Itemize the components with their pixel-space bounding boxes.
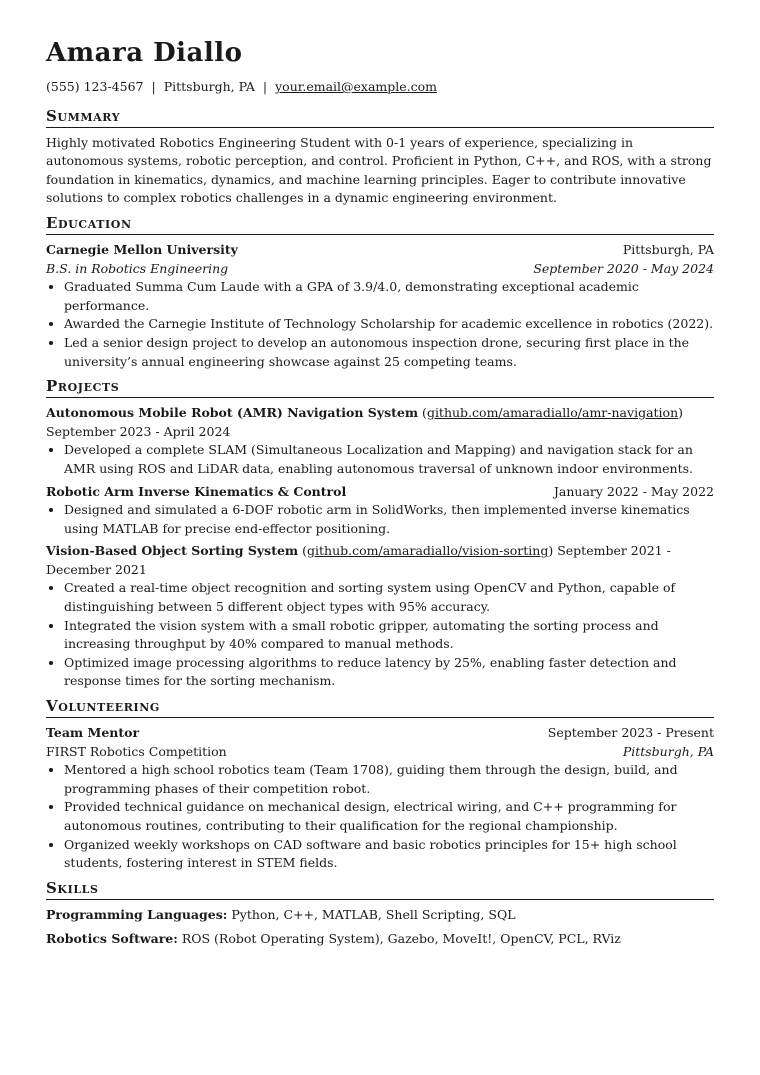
- project-link[interactable]: github.com/amaradiallo/amr-navigation: [426, 405, 679, 421]
- list-item: • Optimized image processing algorithms to reduce latency by 25%, enabling faster detection and response times for the sorting mechanism.: [64, 654, 714, 691]
- skill-value: Python, C++, MATLAB, Shell Scripting, SQL: [231, 906, 516, 922]
- list-item: • Awarded the Carnegie Institute of Technology Scholarship for academic excellence in robotics (2022).: [64, 315, 714, 334]
- contact-separator: |: [151, 79, 156, 94]
- list-item: • Organized weekly workshops on CAD software and basic robotics principles for 15+ high school students, fostering interest in STEM fields.: [64, 836, 714, 873]
- school-name: Carnegie Mellon University: [46, 241, 238, 257]
- project-dates: January 2022 - May 2022: [553, 483, 714, 499]
- skill-value: ROS (Robot Operating System), Gazebo, MoveIt!, OpenCV, PCL, RViz: [181, 931, 621, 947]
- project-bullets: [46, 579, 714, 691]
- volunteering-org-row: [46, 743, 714, 762]
- volunteer-org: FIRST Robotics Competition: [46, 743, 227, 759]
- candidate-name: Amara Diallo: [46, 38, 243, 68]
- project-name: Vision-Based Object Sorting System: [46, 543, 299, 559]
- contact-separator: |: [262, 79, 268, 94]
- project-entry: [46, 542, 714, 691]
- project-bullets: [46, 501, 714, 538]
- list-item: • Mentored a high school robotics team (Team 1708), guiding them through the design, build, and programming phases of their competition robot.: [64, 761, 714, 798]
- email-link[interactable]: your.email@example.com: [275, 79, 438, 94]
- contact-line: [46, 78, 714, 97]
- degree-row: [46, 260, 714, 279]
- skills-heading: Skills: [46, 879, 714, 900]
- volunteering-heading: Volunteering: [46, 697, 714, 718]
- list-item: • Designed and simulated a 6-DOF robotic arm in SolidWorks, then implemented inverse kinematics using MATLAB for precise end-effector positioning.: [64, 501, 714, 538]
- projects-heading: Projects: [46, 377, 714, 398]
- list-item: • Integrated the vision system with a small robotic gripper, automating the sorting process and increasing throughput by 40% compared to manual methods.: [64, 617, 714, 654]
- project-link[interactable]: github.com/amaradiallo/vision-sorting: [307, 543, 549, 559]
- summary-heading: Summary: [46, 107, 714, 128]
- education-bullets: [46, 278, 714, 371]
- volunteering-row: [46, 724, 714, 743]
- project-title-line: Autonomous Mobile Robot (AMR) Navigation System (github.com/amaradiallo/amr-navigation): [46, 405, 684, 421]
- volunteer-location: Pittsburgh, PA: [622, 743, 714, 759]
- degree: B.S. in Robotics Engineering: [46, 260, 229, 276]
- volunteer-dates: September 2023 - Present: [547, 725, 714, 741]
- project-dates: September 2023 - April 2024: [46, 423, 231, 439]
- volunteer-role: Team Mentor: [46, 725, 140, 741]
- education-dates: September 2020 - May 2024: [533, 260, 714, 276]
- location: Pittsburgh, PA: [163, 79, 255, 94]
- skill-line: [46, 930, 714, 949]
- list-item: • Provided technical guidance on mechanical design, electrical wiring, and C++ programming for autonomous routines, contributing to their qualification for the regional championship.: [64, 798, 714, 835]
- project-entry: [46, 483, 714, 539]
- volunteering-bullets: [46, 761, 714, 873]
- skill-line: [46, 906, 714, 925]
- project-title-line: [46, 483, 714, 502]
- education-heading: Education: [46, 214, 714, 235]
- phone: (555) 123-4567: [46, 79, 144, 94]
- skill-label: Programming Languages:: [46, 906, 228, 922]
- volunteering-entry: [46, 724, 714, 873]
- list-item: • Created a real-time object recognition and sorting system using OpenCV and Python, capable of distinguishing between 5 different object types with 95% accuracy.: [64, 579, 714, 616]
- education-row: [46, 241, 714, 260]
- project-name: Autonomous Mobile Robot (AMR) Navigation System: [46, 405, 419, 421]
- project-title-line: Vision-Based Object Sorting System (github.com/amaradiallo/vision-sorting) September 2021 - December 2021: [46, 543, 671, 577]
- school-location: Pittsburgh, PA: [622, 241, 714, 257]
- skill-label: Robotics Software:: [46, 931, 178, 947]
- list-item: • Led a senior design project to develop an autonomous inspection drone, securing first place in the university’s annual engineering showcase against 25 competing teams.: [64, 334, 714, 371]
- list-item: • Graduated Summa Cum Laude with a GPA of 3.9/4.0, demonstrating exceptional academic performance.: [64, 278, 714, 315]
- project-entry: [46, 404, 714, 478]
- education-entry: [46, 241, 714, 371]
- project-name: Robotic Arm Inverse Kinematics & Control: [46, 483, 347, 499]
- summary-text: Highly motivated Robotics Engineering Student with 0-1 years of experience, specializing in autonomous systems, robotic perception, and control. Proficient in Python, C++, and ROS, with a strong foundation in kinematics, dynamics, and machine learning principles. Eager to contribute innovative solutions to complex robotics challenges in a dynamic engineering environment.: [46, 134, 712, 206]
- project-dates: September 2021 - December 2021: [46, 543, 671, 577]
- list-item: • Developed a complete SLAM (Simultaneous Localization and Mapping) and navigation stack for an AMR using ROS and LiDAR data, enabling autonomous traversal of unknown indoor environments.: [64, 441, 714, 478]
- project-bullets: [46, 441, 714, 478]
